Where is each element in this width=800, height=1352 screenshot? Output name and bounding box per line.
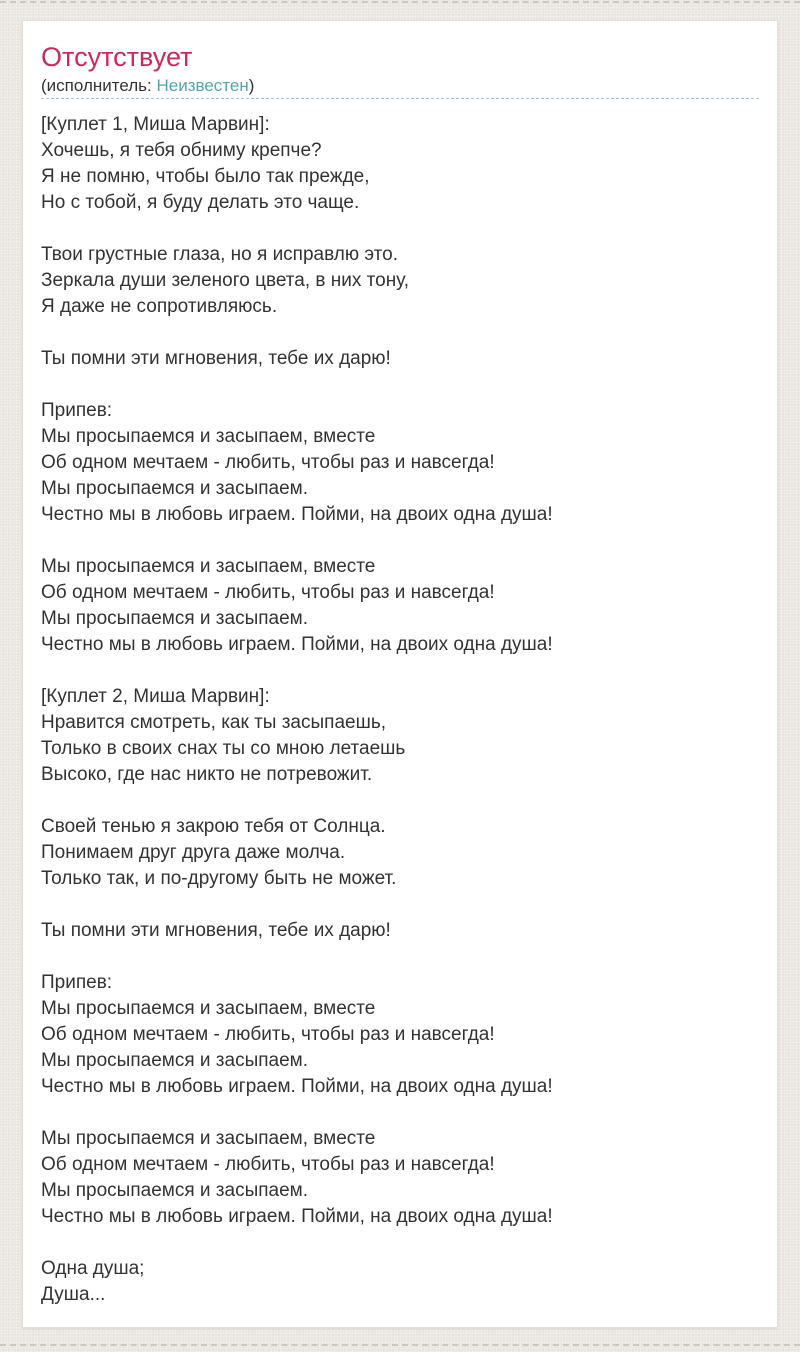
lyric-line: Мы просыпаемся и засыпаем. — [41, 478, 308, 499]
lyric-line: Об одном мечтаем - любить, чтобы раз и навсегда! — [41, 1154, 495, 1175]
lyric-line: Мы просыпаемся и засыпаем, вместе — [41, 556, 376, 577]
lyric-line: [Куплет 1, Миша Марвин]: — [41, 114, 270, 135]
lyric-line: Понимаем друг друга даже молча. — [41, 842, 346, 863]
lyric-line: Припев: — [41, 972, 113, 993]
lyric-line — [41, 892, 759, 918]
lyric-line: Ты помни эти мгновения, тебе их дарю! — [41, 920, 391, 941]
lyric-line: Об одном мечтаем - любить, чтобы раз и навсегда! — [41, 452, 495, 473]
lyric-line: Мы просыпаемся и засыпаем, вместе — [41, 998, 376, 1019]
lyric-line — [41, 788, 759, 814]
lyric-line: Я не помню, чтобы было так прежде, — [41, 166, 370, 187]
lyric-line: Ты помни эти мгновения, тебе их дарю! — [41, 348, 391, 369]
lyric-line: Честно мы в любовь играем. Пойми, на двоих одна душа! — [41, 634, 553, 655]
lyric-line: Нравится смотреть, как ты засыпаешь, — [41, 712, 386, 733]
artist-label-prefix: (исполнитель: — [41, 76, 157, 95]
lyric-line: Душа... — [41, 1284, 106, 1305]
lyric-line: Честно мы в любовь играем. Пойми, на двоих одна душа! — [41, 1076, 553, 1097]
header-dotted-separator — [41, 98, 759, 99]
lyric-line — [41, 372, 759, 398]
lyric-line: Своей тенью я закрою тебя от Солнца. — [41, 816, 386, 837]
artist-link[interactable]: Неизвестен — [156, 76, 249, 95]
lyric-line: Об одном мечтаем - любить, чтобы раз и навсегда! — [41, 582, 495, 603]
lyric-line: Честно мы в любовь играем. Пойми, на двоих одна душа! — [41, 1206, 553, 1227]
lyric-line: Припев: — [41, 400, 113, 421]
lyrics-text — [41, 112, 759, 1308]
lyric-line: [Куплет 2, Миша Марвин]: — [41, 686, 270, 707]
artist-label-suffix: ) — [248, 76, 255, 95]
lyric-line: Зеркала души зеленого цвета, в них тону, — [41, 270, 410, 291]
artist-line — [41, 76, 759, 95]
lyric-line: Мы просыпаемся и засыпаем. — [41, 1180, 308, 1201]
lyric-line: Но с тобой, я буду делать это чаще. — [41, 192, 360, 213]
lyric-line: Только в своих снах ты со мною летаешь — [41, 738, 406, 759]
lyrics-card — [22, 20, 778, 1328]
lyric-line: Честно мы в любовь играем. Пойми, на двоих одна душа! — [41, 504, 553, 525]
lyric-line — [41, 528, 759, 554]
lyric-line: Хочешь, я тебя обниму крепче? — [41, 140, 322, 161]
lyric-line: Мы просыпаемся и засыпаем, вместе — [41, 1128, 376, 1149]
lyric-line: Одна душа; — [41, 1258, 145, 1279]
page-top-dotted-border — [0, 1, 800, 3]
lyric-line — [41, 1230, 759, 1256]
lyric-line: Только так, и по-другому быть не может. — [41, 868, 397, 889]
lyric-line: Мы просыпаемся и засыпаем, вместе — [41, 426, 376, 447]
lyric-line — [41, 216, 759, 242]
lyric-line: Мы просыпаемся и засыпаем. — [41, 608, 308, 629]
lyric-line: Я даже не сопротивляюсь. — [41, 296, 278, 317]
lyric-line — [41, 320, 759, 346]
lyric-line: Твои грустные глаза, но я исправлю это. — [41, 244, 398, 265]
page-bottom-dotted-border — [0, 1344, 800, 1346]
lyric-line: Об одном мечтаем - любить, чтобы раз и навсегда! — [41, 1024, 495, 1045]
lyric-line — [41, 1100, 759, 1126]
page-title: Отсутствует — [41, 42, 193, 72]
lyric-line: Высоко, где нас никто не потревожит. — [41, 764, 373, 785]
lyric-line — [41, 944, 759, 970]
lyric-line: Мы просыпаемся и засыпаем. — [41, 1050, 308, 1071]
lyric-line — [41, 658, 759, 684]
